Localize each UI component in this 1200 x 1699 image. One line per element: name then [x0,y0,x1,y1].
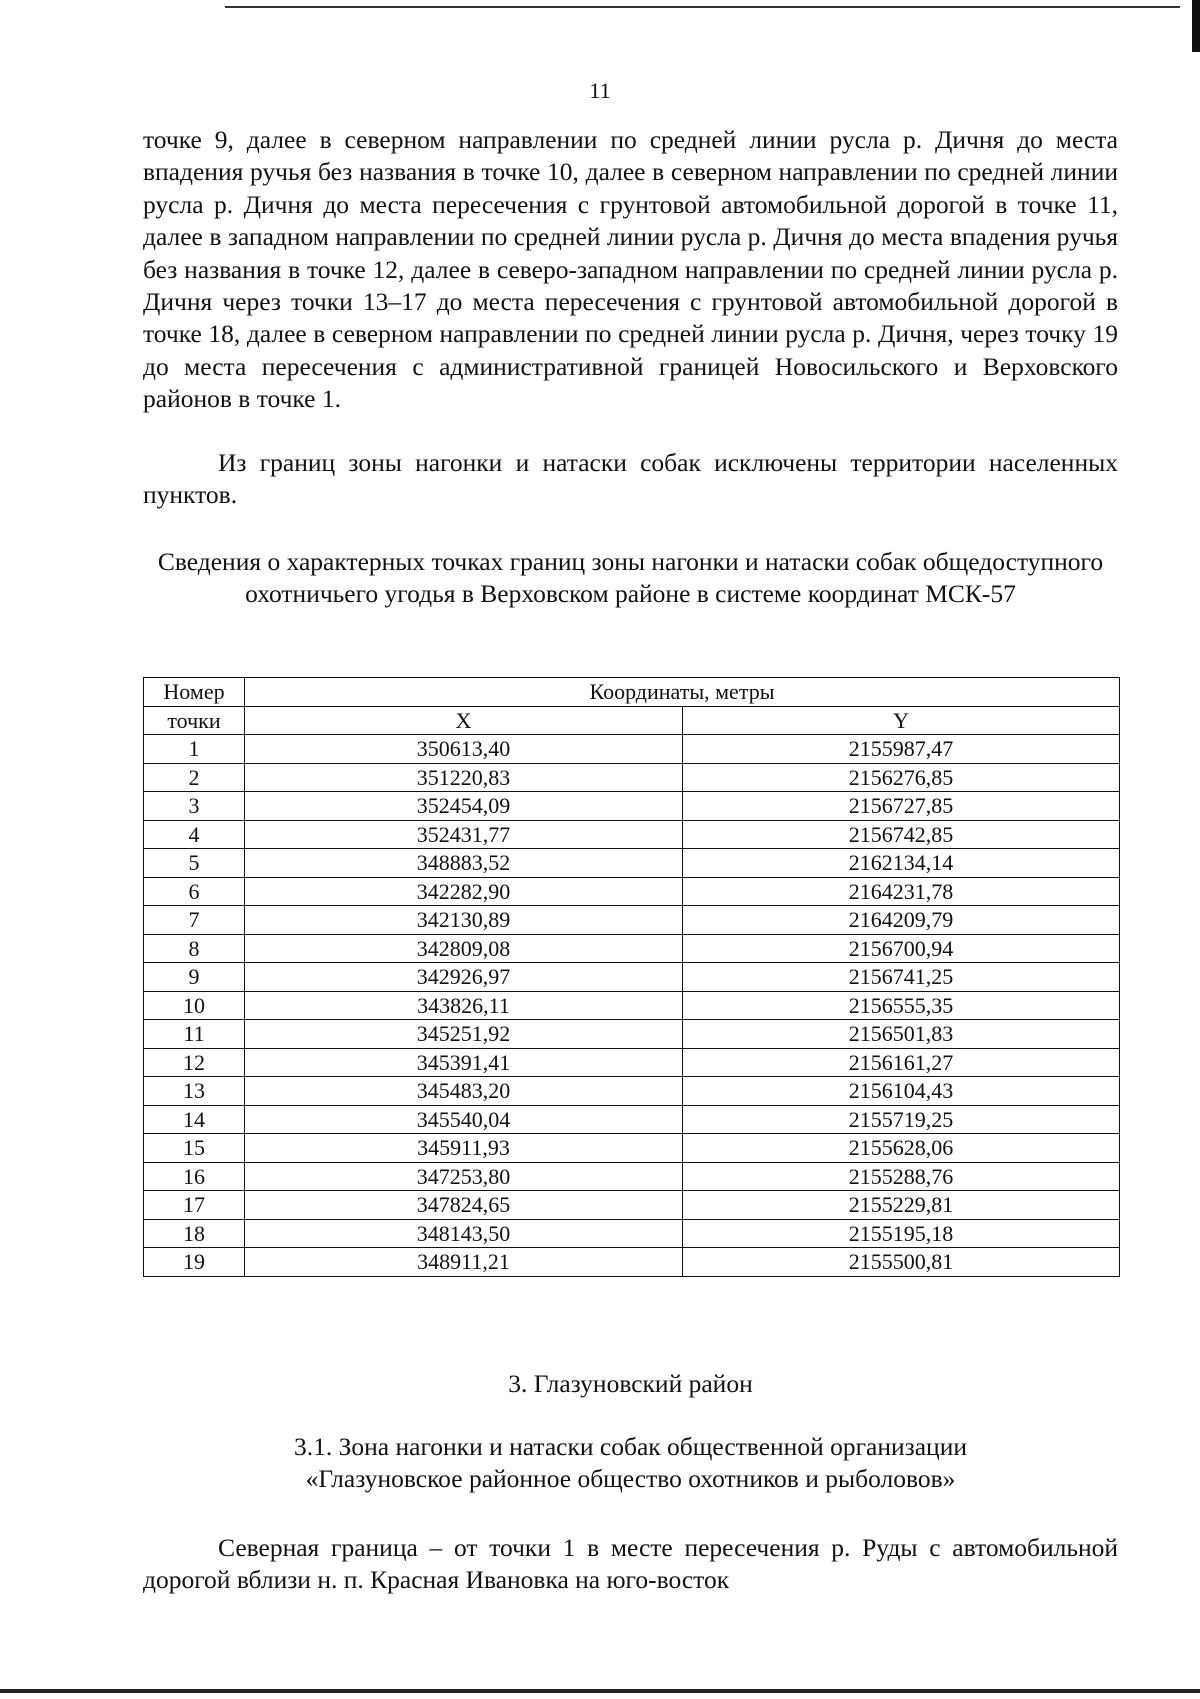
point-number: 14 [144,1105,245,1134]
subsection-heading-line1: 3.1. Зона нагонки и натаски собак общественной организации [294,1432,967,1461]
northern-boundary-paragraph: Северная граница – от точки 1 в месте пересечения р. Руды с автомобильной дорогой вблизи н. п. Красная Ивановка на юго-восток [143,1533,1118,1595]
table-title: Сведения о характерных точках границ зоны нагонки и натаски собак общедоступного охотничьего угодья в Верховском районе в системе координат МСК-57 [157,547,1104,609]
coord-y: 2155628,06 [683,1134,1120,1163]
boundary-description-paragraph: точке 9, далее в северном направлении по средней линии русла р. Дичня до места впадения ручья без названия в точке 10, далее в северном направлении по средней линии русла р. Дичня до места пересечения с грунтовой автомобильной дорогой в точке 11, далее в западном направлении по средней линии русла р. Дичня до места впадения ручья без названия в точке 12, далее в северо-западном направлении по средней линии русла р. Дичня через точки 13–17 до места пересечения с грунтовой автомобильной дорогой в точке 18, далее в северном направлении по средней линии русла р. Дичня, через точку 19 до места пересечения с административной границей Новосильского и Верховского районов в точке 1. [143,125,1118,414]
coord-x: 345483,20 [245,1077,683,1106]
point-number: 10 [144,991,245,1020]
header-x: X [245,706,683,735]
bottom-scan-rule [0,1689,1200,1693]
point-number: 12 [144,1048,245,1077]
coord-x: 343826,11 [245,991,683,1020]
table-row [144,906,1120,935]
coord-y: 2155229,81 [683,1191,1120,1220]
coord-x: 351220,83 [245,763,683,792]
table-row [144,1020,1120,1049]
table-row [144,1219,1120,1248]
table-row [144,1162,1120,1191]
header-coordinates: Координаты, метры [245,678,1120,707]
header-point-number-line2: точки [144,706,245,735]
coord-y: 2156742,85 [683,820,1120,849]
coord-y: 2156161,27 [683,1048,1120,1077]
coord-y: 2155719,25 [683,1105,1120,1134]
point-number: 3 [144,792,245,821]
point-number: 19 [144,1248,245,1277]
coord-y: 2164231,78 [683,877,1120,906]
top-scan-rule [225,6,1180,8]
coord-x: 352431,77 [245,820,683,849]
point-number: 16 [144,1162,245,1191]
coord-x: 352454,09 [245,792,683,821]
page-number: 11 [589,78,611,103]
coord-y: 2156104,43 [683,1077,1120,1106]
table-row [144,963,1120,992]
point-number: 5 [144,849,245,878]
table-row [144,792,1120,821]
header-y: Y [683,706,1120,735]
table-row [144,934,1120,963]
point-number: 1 [144,735,245,764]
point-number: 2 [144,763,245,792]
coord-x: 345391,41 [245,1048,683,1077]
table-row [144,820,1120,849]
table-row [144,1105,1120,1134]
coord-y: 2164209,79 [683,906,1120,935]
table-row [144,877,1120,906]
coord-y: 2155500,81 [683,1248,1120,1277]
coord-y: 2156555,35 [683,991,1120,1020]
coord-x: 345540,04 [245,1105,683,1134]
coord-x: 348143,50 [245,1219,683,1248]
table-row [144,1048,1120,1077]
point-number: 15 [144,1134,245,1163]
coord-x: 342926,97 [245,963,683,992]
point-number: 9 [144,963,245,992]
coord-x: 347824,65 [245,1191,683,1220]
table-row [144,735,1120,764]
point-number: 7 [144,906,245,935]
table-row [144,1134,1120,1163]
coord-x: 345251,92 [245,1020,683,1049]
point-number: 8 [144,934,245,963]
coord-y: 2155288,76 [683,1162,1120,1191]
point-number: 17 [144,1191,245,1220]
exclusion-paragraph: Из границ зоны нагонки и натаски собак исключены территории населенных пунктов. [143,448,1118,510]
coord-y: 2156741,25 [683,963,1120,992]
subsection-heading [143,1431,1118,1496]
table-row [144,1191,1120,1220]
coord-x: 342809,08 [245,934,683,963]
coord-y: 2162134,14 [683,849,1120,878]
right-scan-edge [1192,0,1200,52]
coord-x: 345911,93 [245,1134,683,1163]
coord-x: 350613,40 [245,735,683,764]
table-row [144,763,1120,792]
coord-y: 2156700,94 [683,934,1120,963]
coordinates-table [143,677,1120,1277]
point-number: 6 [144,877,245,906]
coord-x: 347253,80 [245,1162,683,1191]
table-row [144,1248,1120,1277]
table-row [144,849,1120,878]
point-number: 11 [144,1020,245,1049]
coord-y: 2155987,47 [683,735,1120,764]
coord-y: 2156727,85 [683,792,1120,821]
coord-x: 348883,52 [245,849,683,878]
coord-y: 2156501,83 [683,1020,1120,1049]
section-heading: 3. Глазуновский район [508,1369,753,1398]
point-number: 18 [144,1219,245,1248]
header-point-number-line1: Номер [144,678,245,707]
coord-y: 2155195,18 [683,1219,1120,1248]
coord-x: 342130,89 [245,906,683,935]
subsection-heading-line2: «Глазуновское районное общество охотников и рыболовов» [305,1464,956,1494]
point-number: 4 [144,820,245,849]
coord-y: 2156276,85 [683,763,1120,792]
coord-x: 348911,21 [245,1248,683,1277]
table-row [144,1077,1120,1106]
table-row [144,991,1120,1020]
point-number: 13 [144,1077,245,1106]
coord-x: 342282,90 [245,877,683,906]
